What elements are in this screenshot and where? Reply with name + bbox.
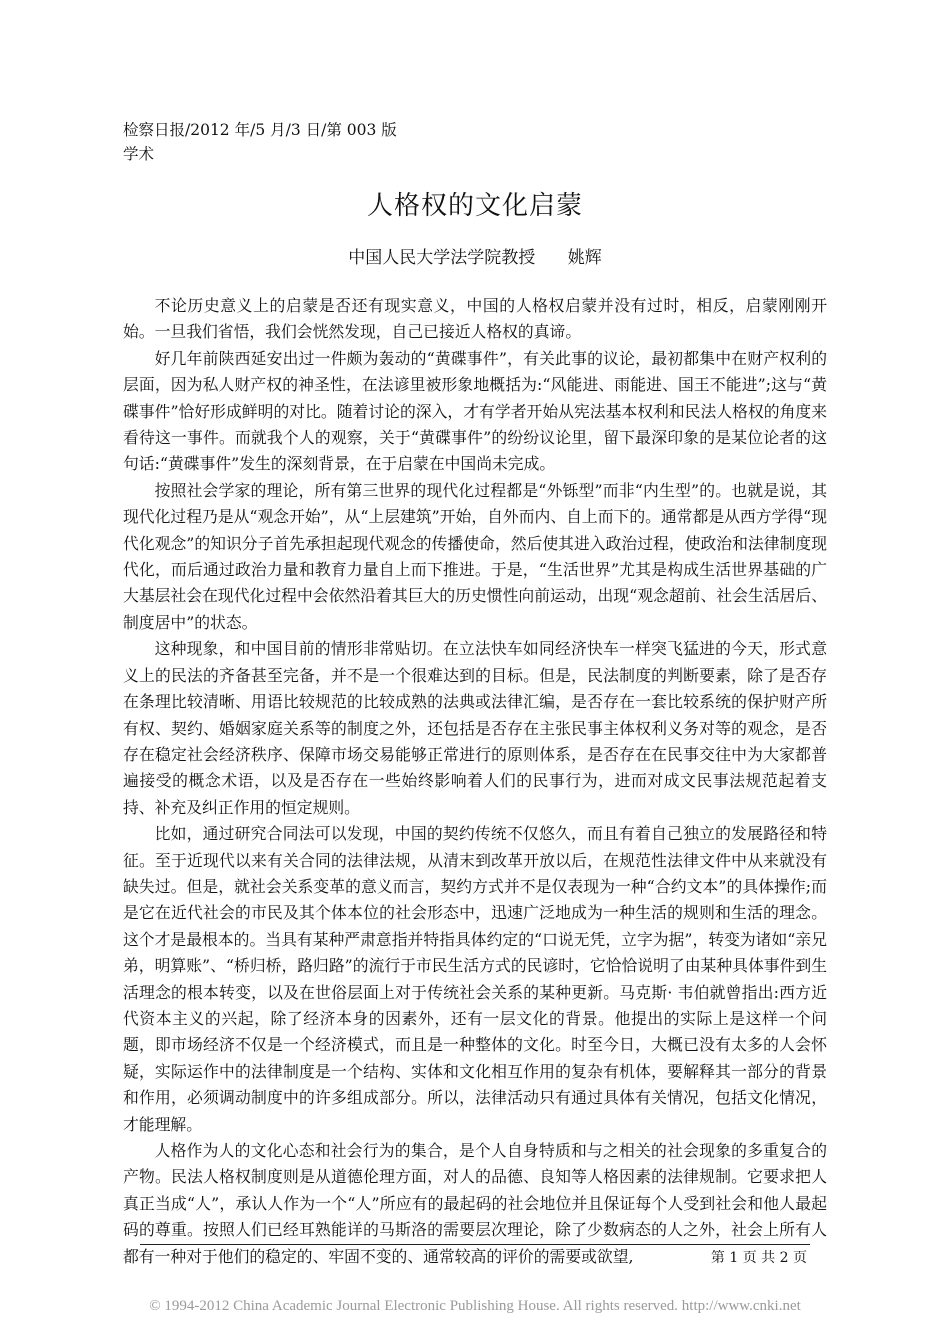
- document-header: [123, 118, 397, 166]
- paragraph: 按照社会学家的理论，所有第三世界的现代化过程都是“外铄型”而非“内生型”的。也就是说，其现代化过程乃是从“观念开始”，从“上层建筑”开始，自外而内、自上而下的。通常都是从西方学得“现代化观念”的知识分子首先承担起现代观念的传播使命，然后使其进入政治过程，使政治和法律制度现代化，而后通过政治力量和教育力量自上而下推进。于是，“生活世界”尤其是构成生活世界基础的广大基层社会在现代化过程中会依然沿着其巨大的历史惯性向前运动，出现“观念超前、社会生活居后、制度居中”的状态。: [123, 480, 827, 632]
- copyright-notice: © 1994-2012 China Academic Journal Electronic Publishing House. All rights reserved. http://www.cnki.net: [149, 1298, 801, 1314]
- footer-divider: [140, 1244, 810, 1245]
- article-author: 中国人民大学法学院教授 姚辉: [348, 248, 602, 268]
- source-line: 检察日报/2012 年/5 月/3 日/第 003 版: [123, 121, 397, 139]
- section-label: 学术: [123, 145, 155, 163]
- page-indicator: 第 1 页 共 2 页: [710, 1250, 807, 1266]
- paragraph: 不论历史意义上的启蒙是否还有现实意义，中国的人格权启蒙并没有过时，相反，启蒙刚刚开始。一旦我们省悟，我们会恍然发现，自己已接近人格权的真谛。: [123, 296, 827, 342]
- paragraph: 比如，通过研究合同法可以发现，中国的契约传统不仅悠久，而且有着自己独立的发展路径和特征。至于近现代以来有关合同的法律法规，从清末到改革开放以后，在规范性法律文件中从来就没有缺失过。但是，就社会关系变革的意义而言，契约方式并不是仅表现为一种“合约文本”的具体操作;而是它在近代社会的市民及其个体本位的社会形态中，迅速广泛地成为一种生活的规则和生活的理念。这个才是最根本的。当具有某种严肃意指并特指具体约定的“口说无凭，立字为据”，转变为诸如“亲兄弟，明算账”、“桥归桥，路归路”的流行于市民生活方式的民谚时，它恰恰说明了由某种具体事件到生活理念的根本转变，以及在世俗层面上对于传统社会关系的某种更新。马克斯· 韦伯就曾指出:西方近代资本主义的兴起，除了经济本身的因素外，还有一层文化的背景。他提出的实际上是这样一个问题，即市场经济不仅是一个经济模式，而且是一种整体的文化。时至今日，大概已没有太多的人会怀疑，实际运作中的法律制度是一个结构、实体和文化相互作用的复杂有机体，要解释其一部分的背景和作用，必须调动制度中的许多组成部分。所以，法律活动只有通过具体有关情况，包括文化情况，才能理解。: [123, 824, 827, 1134]
- paragraph: 好几年前陕西延安出过一件颇为轰动的“黄碟事件”，有关此事的议论，最初都集中在财产权利的层面，因为私人财产权的神圣性，在法谚里被形象地概括为:“风能进、雨能进、国王不能进”;这与“黄碟事件”恰好形成鲜明的对比。随着讨论的深入，才有学者开始从宪法基本权利和民法人格权的角度来看待这一事件。而就我个人的观察，关于“黄碟事件”的纷纷议论里，留下最深印象的是某位论者的这句话:“黄碟事件”发生的深刻背景，在于启蒙在中国尚未完成。: [123, 348, 827, 474]
- paragraph: 这种现象，和中国目前的情形非常贴切。在立法快车如同经济快车一样突飞猛进的今天，形式意义上的民法的齐备甚至完备，并不是一个很难达到的目标。但是，民法制度的判断要素，除了是否存在条理比较清晰、用语比较规范的比较成熟的法典或法律汇编，是否存在一套比较系统的保护财产所有权、契约、婚姻家庭关系等的制度之外，还包括是否存在主张民事主体权利义务对等的观念，是否存在稳定社会经济秩序、保障市场交易能够正常进行的原则体系，是否存在在民事交往中为大家都普遍接受的概念术语，以及是否存在一些始终影响着人们的民事行为，进而对成文民事法规范起着支持、补充及纠正作用的恒定规则。: [123, 639, 827, 817]
- paragraph: 人格作为人的文化心态和社会行为的集合，是个人自身特质和与之相关的社会现象的多重复合的产物。民法人格权制度则是从道德伦理方面，对人的品德、良知等人格因素的法律规制。它要求把人真正当成“人”，承认人作为一个“人”所应有的最起码的社会地位并且保证每个人受到社会和他人最起码的尊重。按照人们已经耳熟能详的马斯洛的需要层次理论，除了少数病态的人之外，社会上所有人都有一种对于他们的稳定的、牢固不变的、通常较高的评价的需要或欲望,: [123, 1141, 827, 1266]
- article-body: [123, 293, 827, 1270]
- article-title: 人格权的文化启蒙: [366, 191, 583, 221]
